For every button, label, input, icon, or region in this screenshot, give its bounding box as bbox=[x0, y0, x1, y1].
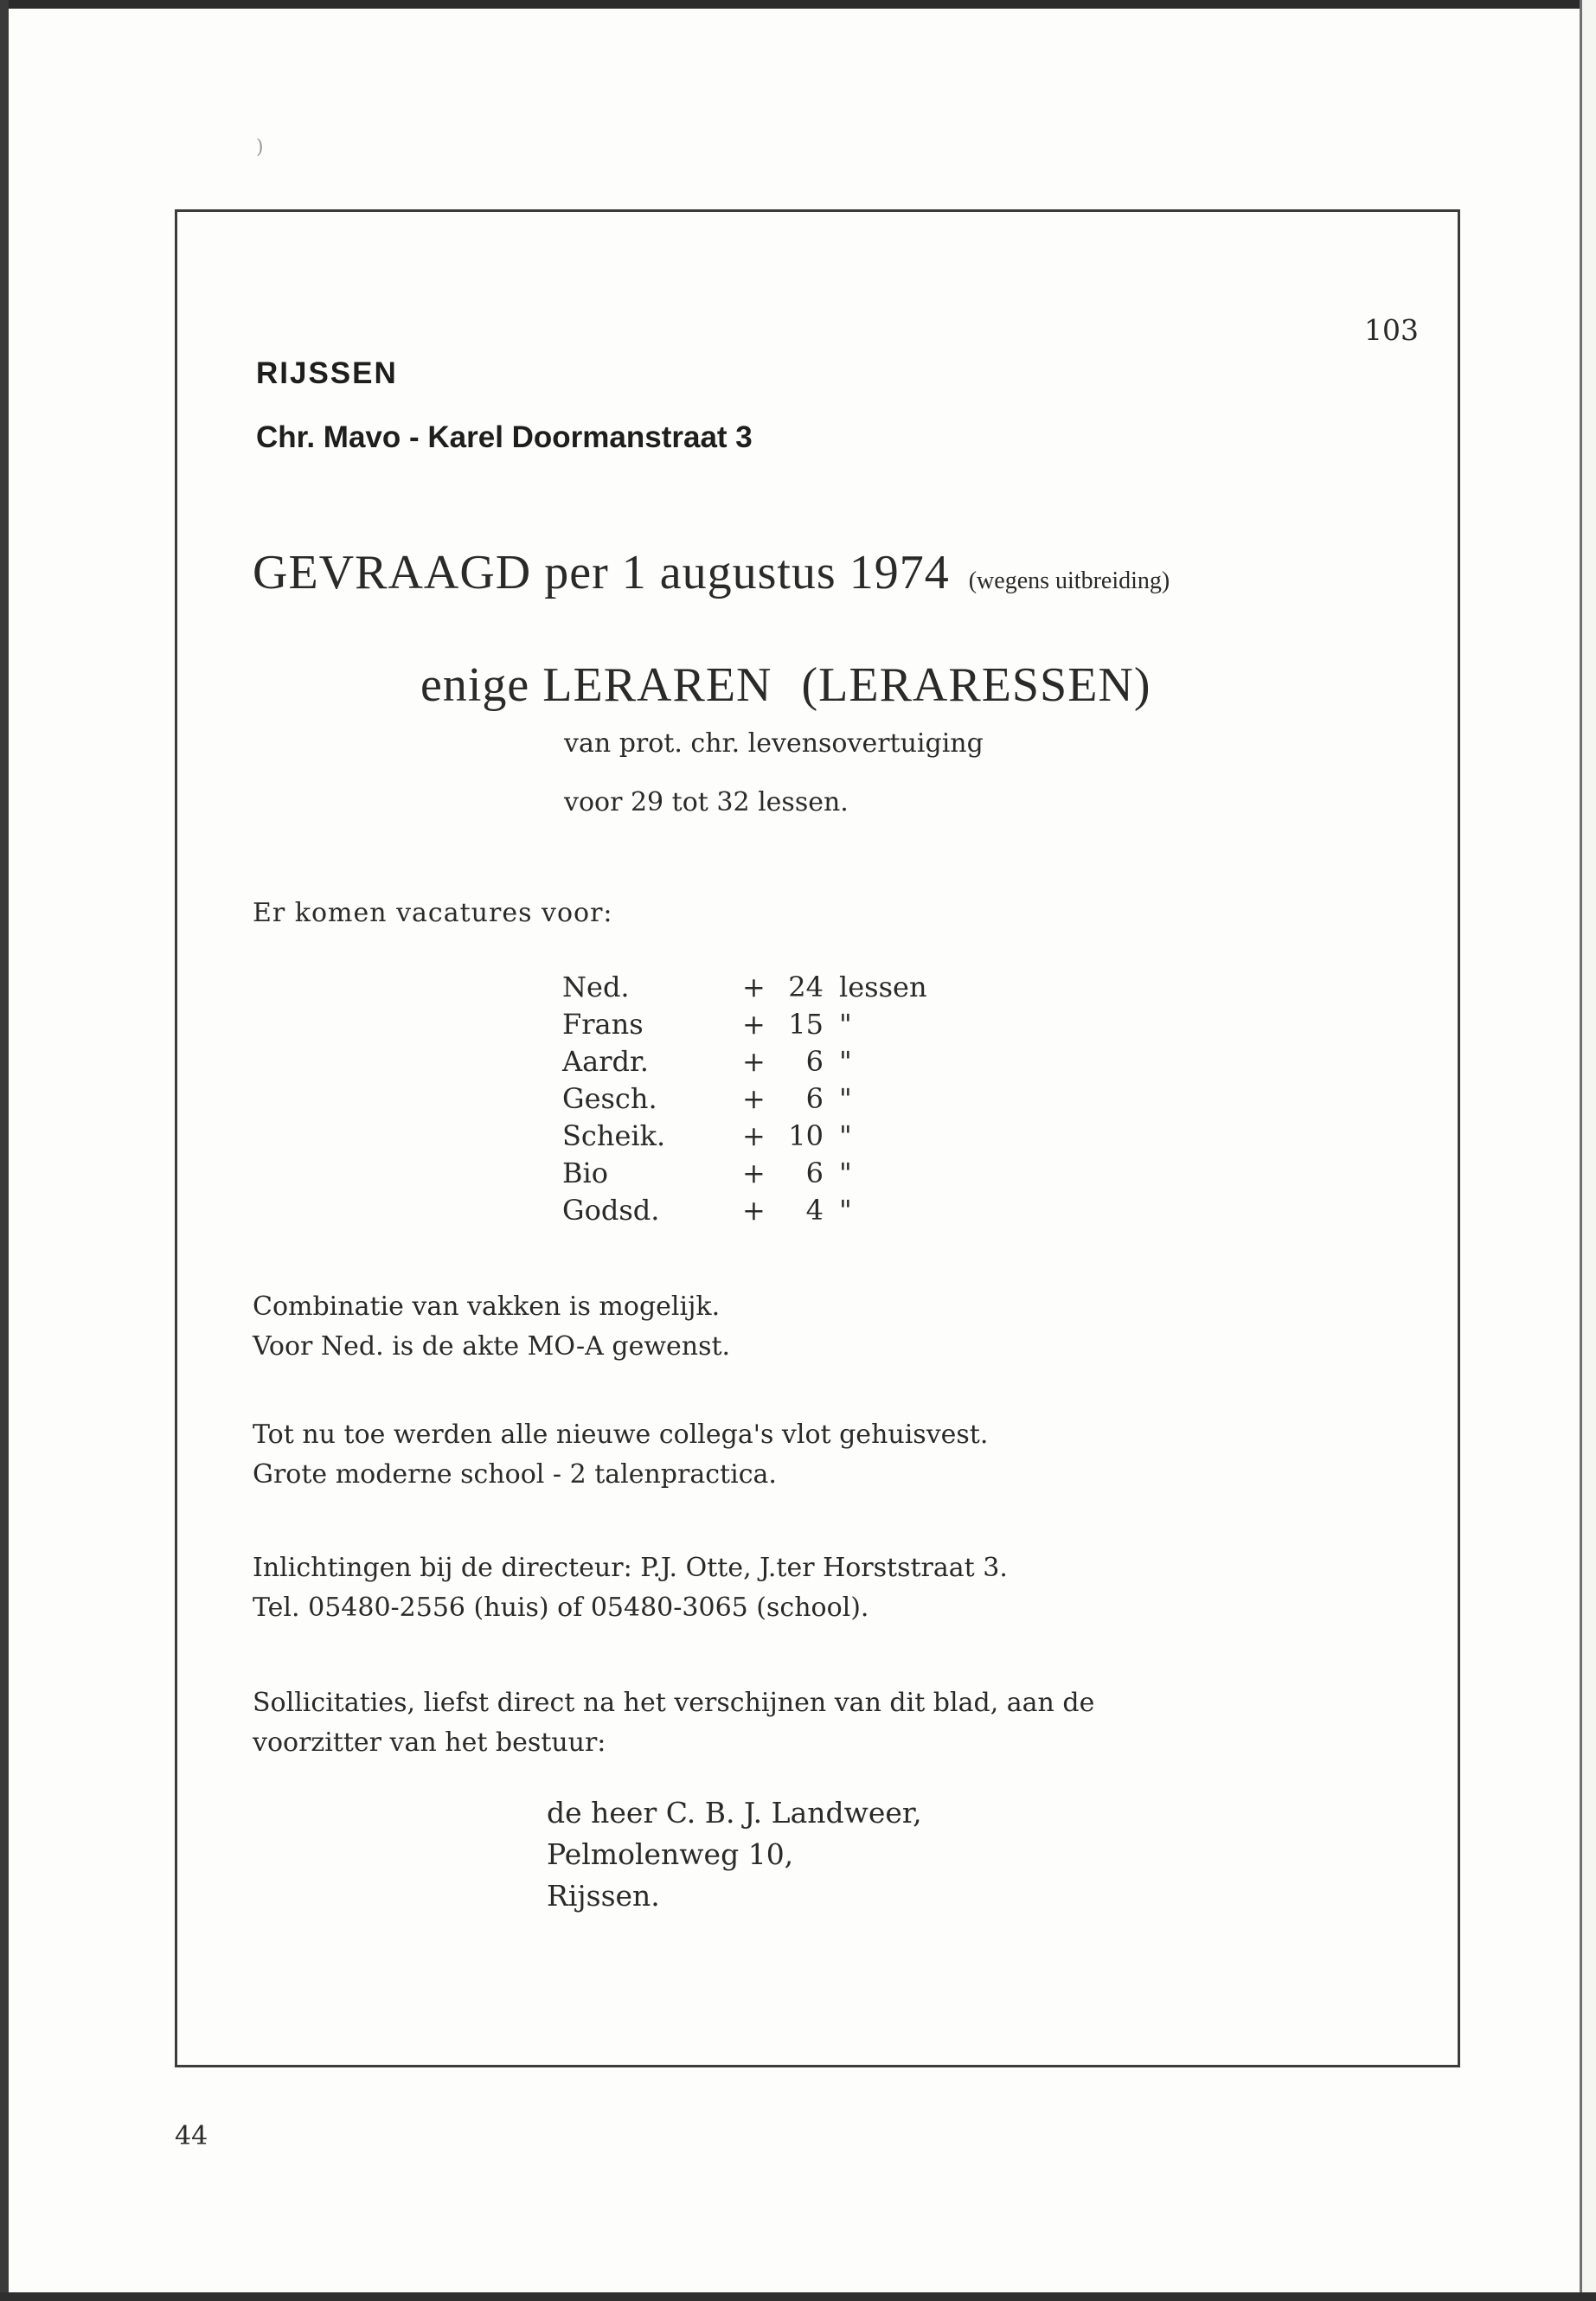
city-heading: RIJSSEN bbox=[256, 356, 398, 390]
count: 4 bbox=[805, 1194, 824, 1227]
stray-mark: ) bbox=[256, 137, 264, 158]
sign: + bbox=[742, 1045, 766, 1078]
sign: + bbox=[742, 1194, 766, 1227]
page-edge-left bbox=[0, 0, 9, 2301]
paragraph-line: voorzitter van het bestuur: bbox=[253, 1727, 606, 1758]
unit: " bbox=[839, 1082, 852, 1115]
position-title-alt: (LERARESSEN) bbox=[801, 658, 1151, 712]
paragraph-line: Voor Ned. is de akte MO-A gewenst. bbox=[253, 1331, 731, 1362]
address-line: Pelmolenweg 10, bbox=[547, 1837, 794, 1871]
paragraph-applications bbox=[253, 1683, 1094, 1763]
subject: Frans bbox=[562, 1008, 644, 1041]
count: 15 bbox=[788, 1008, 824, 1041]
subject: Aardr. bbox=[562, 1045, 649, 1078]
page-number-top: 103 bbox=[1364, 313, 1419, 347]
address-line: Rijssen. bbox=[547, 1879, 660, 1913]
paragraph-line: Tot nu toe werden alle nieuwe collega's vlot gehuisvest. bbox=[253, 1420, 989, 1450]
wanted-main: GEVRAAGD per 1 augustus 1974 bbox=[253, 546, 950, 599]
page-number-bottom: 44 bbox=[175, 2121, 208, 2151]
unit: lessen bbox=[839, 971, 927, 1003]
unit: " bbox=[839, 1194, 852, 1227]
paragraph-combination bbox=[253, 1287, 730, 1367]
address-line: de heer C. B. J. Landweer, bbox=[547, 1796, 922, 1830]
address-block bbox=[547, 1792, 922, 1917]
position-prefix: enige bbox=[420, 658, 530, 712]
school-heading: Chr. Mavo - Karel Doormanstraat 3 bbox=[256, 420, 753, 454]
count: 6 bbox=[805, 1045, 824, 1078]
paragraph-line: Combinatie van vakken is mogelijk. bbox=[253, 1292, 721, 1322]
paragraph-information bbox=[253, 1548, 1008, 1628]
unit: " bbox=[839, 1157, 852, 1189]
lessons-line: voor 29 tot 32 lessen. bbox=[564, 787, 849, 817]
position-title-main: LERAREN bbox=[542, 658, 772, 712]
sign: + bbox=[742, 1082, 766, 1115]
wanted-heading bbox=[253, 545, 1170, 600]
page-edge-bottom bbox=[0, 2292, 1596, 2301]
subject: Godsd. bbox=[562, 1194, 660, 1227]
subject: Ned. bbox=[562, 971, 630, 1003]
unit: " bbox=[839, 1008, 852, 1041]
count: 6 bbox=[805, 1157, 824, 1189]
count: 10 bbox=[788, 1119, 824, 1152]
page-edge-right bbox=[1580, 0, 1596, 2301]
paragraph-housing bbox=[253, 1415, 988, 1495]
count: 6 bbox=[805, 1082, 824, 1115]
paragraph-line: Grote moderne school - 2 talenpractica. bbox=[253, 1459, 777, 1490]
unit: " bbox=[839, 1119, 852, 1152]
page-edge-top bbox=[0, 0, 1596, 9]
subject: Gesch. bbox=[562, 1082, 657, 1115]
paragraph-line: Inlichtingen bij de directeur: P.J. Otte, J.ter Horststraat 3. bbox=[253, 1553, 1008, 1583]
sign: + bbox=[742, 1157, 766, 1189]
sign: + bbox=[742, 1119, 766, 1152]
unit: " bbox=[839, 1045, 852, 1078]
conviction-line: van prot. chr. levensovertuiging bbox=[564, 728, 984, 759]
sign: + bbox=[742, 971, 766, 1003]
count: 24 bbox=[788, 971, 824, 1003]
vacancies-intro: Er komen vacatures voor: bbox=[253, 898, 613, 928]
subject: Scheik. bbox=[562, 1119, 666, 1152]
paragraph-line: Tel. 05480-2556 (huis) of 05480-3065 (school). bbox=[253, 1593, 869, 1623]
position-title bbox=[420, 657, 1151, 713]
sign: + bbox=[742, 1008, 766, 1041]
wanted-note: (wegens uitbreiding) bbox=[968, 567, 1170, 594]
paragraph-line: Sollicitaties, liefst direct na het verschijnen van dit blad, aan de bbox=[253, 1688, 1095, 1718]
subject: Bio bbox=[562, 1157, 609, 1189]
